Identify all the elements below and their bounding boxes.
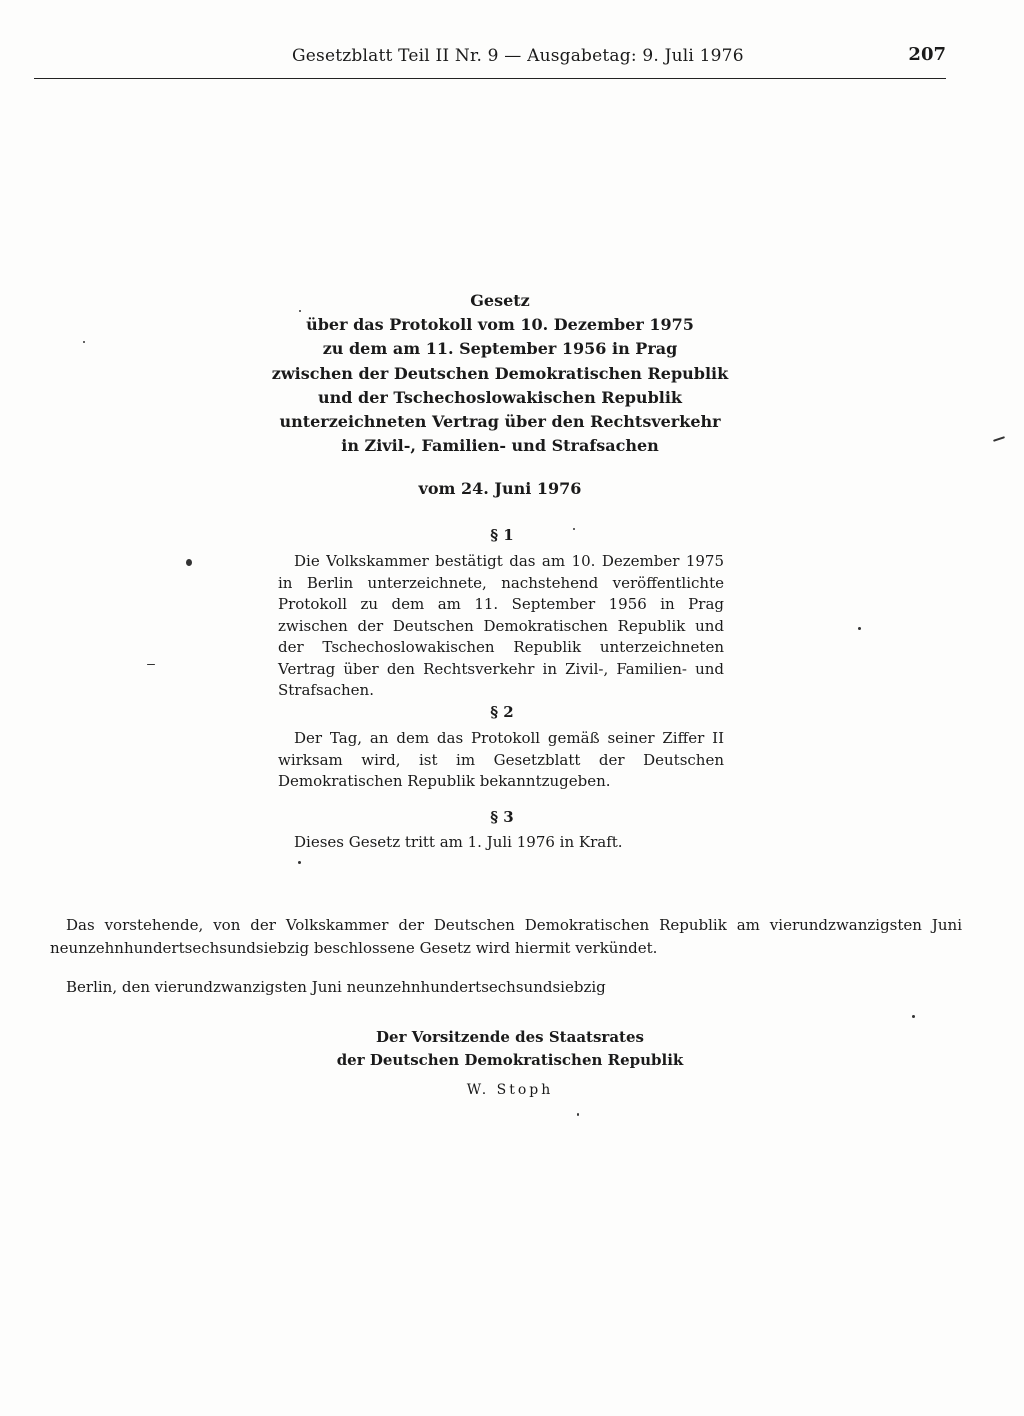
section-heading-3: § 3 <box>490 808 514 826</box>
scan-speck <box>573 528 575 530</box>
section-heading-1: § 1 <box>490 526 514 544</box>
scan-speck <box>858 627 861 630</box>
scan-speck <box>577 1113 579 1116</box>
section-heading-2: § 2 <box>490 703 514 721</box>
signature-role-line: der Deutschen Demokratischen Republik <box>336 1051 684 1069</box>
law-title-line: zwischen der Deutschen Demokratischen Republik <box>271 363 729 383</box>
law-title-line: zu dem am 11. September 1956 in Prag <box>322 339 678 359</box>
signatory-name: W. Stoph <box>466 1082 554 1098</box>
section-text-2: Der Tag, an dem das Protokoll gemäß seiner Ziffer II wirksam wird, ist im Gesetzblatt der Deutschen Demokratischen Republik bekanntzugeben. <box>278 729 724 790</box>
scan-speck <box>298 861 301 864</box>
signature-role-line: Der Vorsitzende des Staatsrates <box>376 1028 644 1046</box>
scan-speck <box>83 341 85 343</box>
scan-speck <box>186 559 192 566</box>
signature-block <box>300 1026 720 1072</box>
header-title: Gesetzblatt Teil II Nr. 9 — Ausgabetag: 9. Juli 1976 <box>292 46 744 66</box>
scan-speck <box>993 436 1005 442</box>
law-title <box>270 289 730 458</box>
law-title-line: unterzeichneten Vertrag über den Rechtsverkehr <box>279 412 721 432</box>
page-header <box>34 44 946 79</box>
page-number: 207 <box>908 44 946 65</box>
law-title-line: in Zivil-, Familien- und Strafsachen <box>341 436 659 456</box>
law-title-line: Gesetz <box>470 291 530 310</box>
law-title-line: und der Tschechoslowakischen Republik <box>318 387 682 407</box>
law-date: vom 24. Juni 1976 <box>418 479 582 498</box>
section-text-1: Die Volkskammer bestätigt das am 10. Dezember 1975 in Berlin unterzeichnete, nachstehend veröffentlichte Protokoll zu dem am 11. September 1956 in Prag zwischen der Deutschen Demokratischen Republik und der Tschechoslowakischen Republik unterzeichneten Vertrag über den Rechtsverkehr in Zivil-, Familien- und Strafsachen. <box>278 552 724 699</box>
section-text-3: Dieses Gesetz tritt am 1. Juli 1976 in Kraft. <box>294 833 623 851</box>
scan-speck <box>299 310 301 312</box>
scan-speck <box>912 1015 915 1018</box>
promulgation-text: Das vorstehende, von der Volkskammer der Deutschen Demokratischen Republik am vierundzwanzigsten Juni neunzehnhundertsechsundsiebzig beschlossene Gesetz wird hiermit verkündet. <box>50 916 962 957</box>
place-date: Berlin, den vierundzwanzigsten Juni neunzehnhundertsechsundsiebzig <box>66 978 606 996</box>
scan-speck <box>147 664 155 665</box>
law-title-line: über das Protokoll vom 10. Dezember 1975 <box>306 315 694 335</box>
